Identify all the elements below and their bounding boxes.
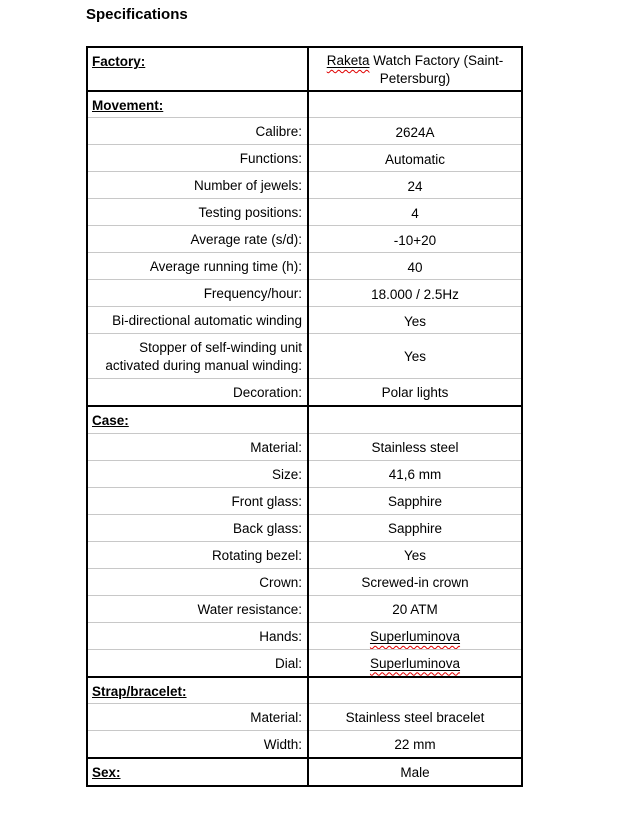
table-row xyxy=(87,541,522,568)
table-row xyxy=(87,514,522,541)
table-row xyxy=(87,460,522,487)
row-label-cell xyxy=(87,280,308,307)
row-label: Testing positions: xyxy=(198,205,302,221)
row-value-cell xyxy=(308,199,522,226)
row-value-cell xyxy=(308,731,522,758)
row-value-text: Yes xyxy=(403,547,427,563)
row-value-cell xyxy=(308,514,522,541)
row-label-cell xyxy=(87,118,308,145)
row-label: Dial: xyxy=(274,655,302,671)
table-row xyxy=(87,118,522,145)
table-row xyxy=(87,334,522,379)
spellcheck-wavy-underline: Superluminova xyxy=(369,628,461,644)
row-label-cell xyxy=(87,649,308,676)
row-label: Crown: xyxy=(259,574,302,590)
row-label: Rotating bezel: xyxy=(211,547,302,563)
table-row xyxy=(87,199,522,226)
document-page xyxy=(86,7,523,787)
table-row xyxy=(87,379,522,406)
row-label: Case: xyxy=(92,412,129,428)
row-value-cell xyxy=(308,379,522,406)
row-label: Material: xyxy=(250,439,302,455)
table-row xyxy=(87,568,522,595)
row-value-cell xyxy=(308,568,522,595)
row-label: Water resistance: xyxy=(197,601,302,617)
table-row xyxy=(87,307,522,334)
row-value-text: Stainless steel bracelet xyxy=(345,710,485,726)
row-value-cell xyxy=(308,334,522,379)
row-value-text: Yes xyxy=(403,313,427,329)
row-value-text: Male xyxy=(400,765,430,781)
row-label-cell xyxy=(87,541,308,568)
row-value-cell xyxy=(308,704,522,731)
table-row xyxy=(87,595,522,622)
row-label: Hands: xyxy=(259,628,302,644)
row-label-cell xyxy=(87,731,308,758)
row-label-cell xyxy=(87,226,308,253)
table-row xyxy=(87,47,522,91)
table-row xyxy=(87,253,522,280)
row-value-cell xyxy=(308,280,522,307)
row-label: Bi-directional automatic winding xyxy=(112,313,302,329)
table-row xyxy=(87,758,522,786)
table-row xyxy=(87,433,522,460)
row-label-cell xyxy=(87,406,308,433)
row-label-cell xyxy=(87,307,308,334)
row-value-cell xyxy=(308,649,522,676)
row-label-cell xyxy=(87,677,308,704)
row-value-cell xyxy=(308,91,522,118)
row-label-cell xyxy=(87,568,308,595)
spellcheck-wavy-underline: Raketa xyxy=(326,53,370,68)
table-row xyxy=(87,406,522,433)
table-row xyxy=(87,622,522,649)
row-label: Strap/bracelet: xyxy=(92,683,187,699)
misspelled-word xyxy=(370,629,460,644)
row-label: Width: xyxy=(263,737,302,753)
row-label: Size: xyxy=(271,466,302,482)
row-label-cell xyxy=(87,704,308,731)
row-value-cell xyxy=(308,118,522,145)
row-label: Average running time (h): xyxy=(149,259,302,275)
row-value-cell xyxy=(308,145,522,172)
row-value-cell xyxy=(308,307,522,334)
row-label-cell xyxy=(87,47,308,91)
row-value-cell xyxy=(308,433,522,460)
table-row xyxy=(87,704,522,731)
row-label: Sex: xyxy=(92,765,121,781)
row-value-cell xyxy=(308,622,522,649)
table-row xyxy=(87,731,522,758)
row-value-text: Watch Factory (Saint-Petersburg) xyxy=(369,53,504,86)
table-row xyxy=(87,172,522,199)
row-label-cell xyxy=(87,334,308,379)
row-label-cell xyxy=(87,595,308,622)
table-row xyxy=(87,677,522,704)
row-label: Average rate (s/d): xyxy=(190,232,302,248)
row-label: Stopper of self-winding unit activated during manual winding: xyxy=(105,340,302,374)
row-value-cell xyxy=(308,406,522,433)
table-row xyxy=(87,649,522,676)
row-label: Functions: xyxy=(239,151,302,167)
table-row xyxy=(87,226,522,253)
row-label-cell xyxy=(87,514,308,541)
row-value-text: 2624A xyxy=(395,124,435,140)
specifications-table xyxy=(86,46,523,787)
row-label-cell xyxy=(87,758,308,786)
row-value-cell xyxy=(308,47,522,91)
row-label-cell xyxy=(87,487,308,514)
table-row xyxy=(87,487,522,514)
table-row xyxy=(87,145,522,172)
row-value-cell xyxy=(308,253,522,280)
row-value-text: Sapphire xyxy=(387,493,443,509)
row-label-cell xyxy=(87,145,308,172)
row-label: Front glass: xyxy=(231,493,302,509)
page-title: Specifications xyxy=(86,6,188,23)
row-value-cell xyxy=(308,460,522,487)
row-label-cell xyxy=(87,460,308,487)
row-value-text: 4 xyxy=(411,205,419,221)
row-value-cell xyxy=(308,172,522,199)
row-value-text: 22 mm xyxy=(394,737,436,753)
misspelled-word xyxy=(327,53,370,68)
row-label: Number of jewels: xyxy=(193,178,302,194)
row-label-cell xyxy=(87,622,308,649)
row-label: Material: xyxy=(250,710,302,726)
row-value-text: Automatic xyxy=(384,151,446,167)
row-value-cell xyxy=(308,758,522,786)
row-value-cell xyxy=(308,541,522,568)
row-value-text: 24 xyxy=(407,178,423,194)
spellcheck-wavy-underline: Superluminova xyxy=(369,655,461,671)
row-label: Calibre: xyxy=(255,124,302,140)
row-value-text: Polar lights xyxy=(381,385,449,401)
row-label: Factory: xyxy=(92,54,146,69)
row-label-cell xyxy=(87,433,308,460)
row-value-cell xyxy=(308,677,522,704)
row-value-text: Screwed-in crown xyxy=(361,574,469,590)
row-value-text: 18.000 / 2.5Hz xyxy=(371,286,459,302)
row-label: Decoration: xyxy=(232,385,302,401)
table-row xyxy=(87,280,522,307)
row-label: Frequency/hour: xyxy=(203,286,302,302)
row-value-cell xyxy=(308,595,522,622)
row-value-text: Sapphire xyxy=(387,520,443,536)
row-value-cell xyxy=(308,487,522,514)
row-label-cell xyxy=(87,379,308,406)
row-value-text: -10+20 xyxy=(393,232,437,248)
row-label-cell xyxy=(87,253,308,280)
table-row xyxy=(87,91,522,118)
row-value-text: 40 xyxy=(407,259,423,275)
row-value-cell xyxy=(308,226,522,253)
row-label-cell xyxy=(87,172,308,199)
row-value-text: Yes xyxy=(403,349,427,365)
spec-table-body xyxy=(87,47,522,786)
row-label-cell xyxy=(87,199,308,226)
row-label-cell xyxy=(87,91,308,118)
row-label: Back glass: xyxy=(232,520,302,536)
row-value-text: 41,6 mm xyxy=(388,466,442,482)
row-label: Movement: xyxy=(92,97,164,113)
misspelled-word xyxy=(370,656,460,671)
row-value-text: 20 ATM xyxy=(392,601,438,617)
row-value-text: Stainless steel xyxy=(371,439,459,455)
